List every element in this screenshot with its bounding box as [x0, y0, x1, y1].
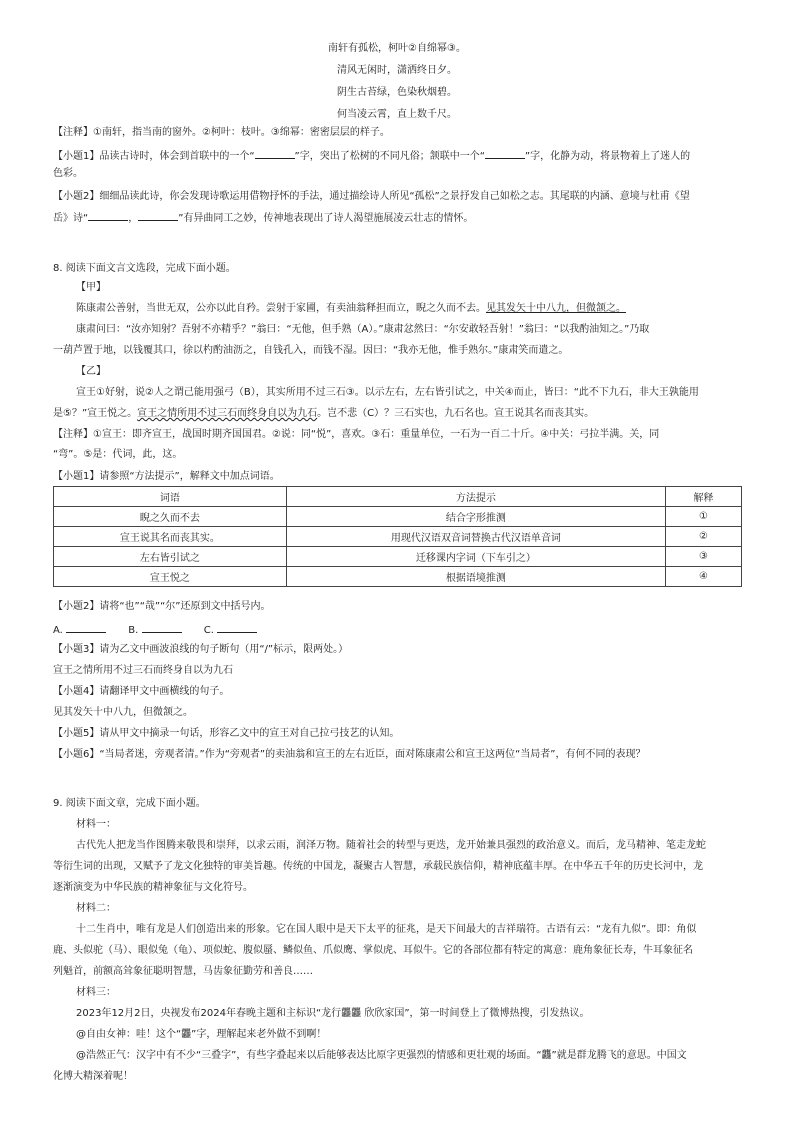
- q8-title: 8. 阅读下面文言文选段，完成下面小题。: [53, 263, 236, 274]
- yi-label: 【乙】: [76, 366, 106, 377]
- table-cell: ④: [666, 567, 742, 587]
- q7-sub2-cont: 岳》诗“ ， ”有异曲同工之妙，传神地表现出了诗人渴望施展凌云壮志的情怀。: [53, 210, 753, 226]
- table-cell: 结合字形推测: [286, 507, 665, 527]
- q8-sub3: 【小题3】请为乙文中画波浪线的句子断句（用“/”标示，限两处。）: [53, 644, 349, 655]
- poem-notes: 【注释】①南轩，指当南的窗外。②柯叶：枝叶。③绵幂：密密层层的样子。: [53, 127, 390, 138]
- q9-title: 9. 阅读下面文章，完成下面小题。: [53, 798, 206, 809]
- table-cell: 左右皆引试之: [54, 547, 287, 567]
- answer-blank[interactable]: [255, 148, 295, 159]
- underlined-sentence: 见其发矢十中八九，但微颔之。: [486, 303, 626, 314]
- q8-sub6: 【小题6】“当局者迷，旁观者清。”作为“旁观者”的卖油翁和宣王的左右近臣，面对陈康肃公和宣王这两位“当局者”，有何不同的表现？: [53, 749, 646, 760]
- yi-para-1: 宣王①好射，说②人之谓己能用强弓（B），其实所用不过三石③。以示左右，左右皆引试之，中关④而止，皆曰：“此不下九石，非大王孰能用: [76, 387, 699, 398]
- material-2-line: 鹿、头似驼（马）、眼似兔（龟）、项似蛇、腹似蜃、鳞似鱼、爪似鹰、掌似虎、耳似牛。它的各部位都有特定的寓意：鹿角象征长寿，牛耳象征名: [53, 945, 693, 956]
- material-3-comment-cont: 化博大精深着呢！: [53, 1071, 133, 1082]
- q8-sub3-sentence: 宣王之情所用不过三石而终身自以为九石: [53, 665, 233, 676]
- table-header-row: [54, 487, 742, 507]
- jia-para-1: 陈康肃公善射，当世无双，公亦以此自矜。尝射于家圃，有卖油翁释担而立，睨之久而不去。见其发矢十中八九，但微颔之。: [76, 303, 626, 314]
- jia-para-2-cont: 一葫芦置于地，以钱覆其口，徐以杓酌油沥之，自钱孔入，而钱不湿。因曰：“我亦无他，惟手熟尔。”康肃笑而遣之。: [53, 345, 569, 356]
- poem-line-4: 何当凌云霄，直上数千尺。: [337, 109, 457, 120]
- table-cell: 用现代汉语双音词替换古代汉语单音词: [286, 527, 665, 547]
- jia-label: 【甲】: [76, 282, 106, 293]
- material-1-line: 等衍生词的出现，又赋予了龙文化独特的审美旨趣。传统的中国龙，凝聚古人智慧，承载民族信仰，精神底蕴丰厚。在中华五千年的历史长河中，龙: [53, 861, 703, 872]
- table-header: 词语: [54, 487, 287, 507]
- table-header: 方法提示: [286, 487, 665, 507]
- table-cell: ②: [666, 527, 742, 547]
- material-3-comment: @自由女神：哇！这个“龘”字，理解起来老外做不到啊！: [76, 1029, 327, 1040]
- material-1-line: 古代先人把龙当作图腾来敬畏和崇拜，以求云雨，润泽万物。随着社会的转型与更迭，龙开始兼具强烈的政治意义。而后，龙马精神、笔走龙蛇: [76, 840, 706, 851]
- table-cell: ①: [666, 507, 742, 527]
- answer-blank[interactable]: [217, 622, 257, 633]
- poem-line-2: 清风无闲时，潇洒终日夕。: [337, 65, 457, 76]
- material-1-line: 逐渐演变为中华民族的精神象征与文化符号。: [53, 882, 253, 893]
- table-cell: ③: [666, 547, 742, 567]
- yi-notes: 【注释】①宣王：即齐宣王，战国时期齐国国君。②说：同“悦”，喜欢。③石：重量单位，一石为一百二十斤。④中关：弓拉半满。关，同: [53, 429, 660, 440]
- poem-line-3: 阴生古苔绿，色染秋烟碧。: [337, 87, 457, 98]
- q8-sub2: 【小题2】请将“也”“哉”“尔”还原到文中括号内。: [53, 601, 271, 612]
- q7-sub2: 【小题2】细细品读此诗，你会发现诗歌运用借物抒怀的手法，通过描绘诗人所见“孤松”之景抒发自己如松之志。其尾联的内涵、意境与杜甫《望: [53, 191, 690, 202]
- answer-blank[interactable]: [138, 210, 178, 221]
- table-cell: 宣王说其名而丧其实。: [54, 527, 287, 547]
- vocab-table: [53, 486, 742, 587]
- q8-sub4: 【小题4】请翻译甲文中画横线的句子。: [53, 686, 230, 697]
- q7-sub1-cont: 色彩。: [53, 168, 83, 179]
- poem-line-1: 南轩有孤松，柯叶②自绵幂③。: [328, 43, 466, 54]
- answer-blank[interactable]: [88, 210, 128, 221]
- q8-sub4-sentence: 见其发矢十中八九，但微颔之。: [53, 707, 193, 718]
- q7-sub1: 【小题1】品读古诗时，体会到首联中的一个“ ”字，突出了松树的不同凡俗；颔联中一个“ ”字，化静为动，将景物着上了迷人的: [53, 148, 753, 164]
- answer-blank[interactable]: [66, 622, 106, 633]
- material-3-line: 2023年12月2日，央视发布2024年春晚主题和主标识“龙行龘龘 欣欣家国”，第一时间登上了微博热搜，引发热议。: [76, 1008, 590, 1019]
- table-header: 解释: [666, 487, 742, 507]
- table-row: [54, 527, 742, 547]
- material-2-line: 十二生肖中，唯有龙是人们创造出来的形象。它在国人眼中是天下太平的征兆，是天下间最大的吉祥瑞符。古语有云：“龙有九似”。即：角似: [76, 924, 697, 935]
- answer-blank[interactable]: [142, 622, 182, 633]
- material-1-label: 材料一：: [76, 819, 116, 830]
- table-cell: 根据语境推测: [286, 567, 665, 587]
- q8-sub2-blanks: A. B. C.: [53, 622, 753, 638]
- jia-para-2: 康肃问曰：“汝亦知射？吾射不亦精乎？”翁曰：“无他，但手熟（A）。”康肃忿然曰：“尔安敢轻吾射！”翁曰：“以我酌油知之。”乃取: [76, 324, 650, 335]
- material-2-line: 列魁首，前额高耸象征聪明智慧，马齿象征勤劳和善良……: [53, 966, 313, 977]
- table-row: [54, 567, 742, 587]
- table-row: [54, 507, 742, 527]
- yi-notes-cont: “弯”。⑤是：代词，此，这。: [53, 449, 183, 460]
- table-cell: 迁移课内字词（下车引之）: [286, 547, 665, 567]
- q8-sub1: 【小题1】请参照“方法提示”，解释文中加点词语。: [53, 471, 280, 482]
- q8-sub5: 【小题5】请从甲文中摘录一句话，形容乙文中的宣王对自己拉弓技艺的认知。: [53, 728, 400, 739]
- wavy-sentence: 宣王之情所用不过三石而终身自以为九石: [137, 408, 318, 419]
- material-3-comment: @浩然正气：汉字中有不少“三叠字”，有些字叠起来以后能够表达比原字更强烈的情感和更壮观的场面。“龘”就是群龙腾飞的意思。中国文: [76, 1050, 687, 1061]
- material-2-label: 材料二：: [76, 903, 116, 914]
- material-3-label: 材料三：: [76, 987, 116, 998]
- table-row: [54, 547, 742, 567]
- answer-blank[interactable]: [485, 148, 525, 159]
- yi-para-1-cont: 是⑤？”宣王悦之。宣王之情所用不过三石而终身自以为九石。岂不悲（C）？三石实也，九石名也。宣王说其名而丧其实。: [53, 408, 595, 419]
- table-cell: 睨之久而不去: [54, 507, 287, 527]
- table-cell: 宣王悦之: [54, 567, 287, 587]
